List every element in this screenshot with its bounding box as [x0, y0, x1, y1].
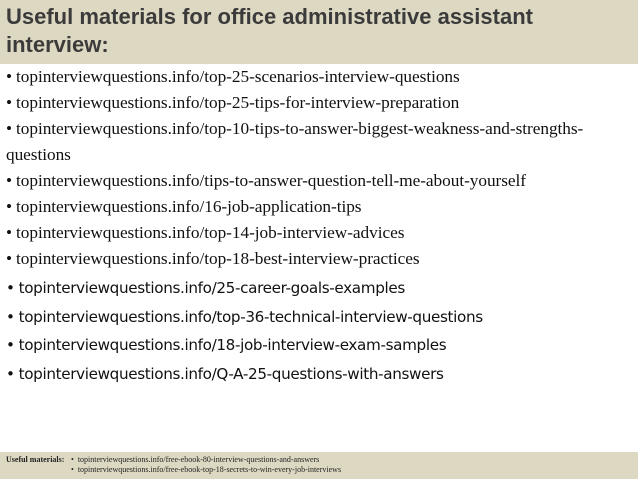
- link-text[interactable]: topinterviewquestions.info/top-18-best-interview-practices: [16, 249, 420, 268]
- bullet: •: [6, 197, 13, 216]
- footer-list-item: [71, 455, 341, 465]
- title-band: [0, 0, 638, 64]
- list-item: [0, 274, 636, 303]
- list-item: [0, 64, 636, 90]
- list-item: [0, 303, 636, 332]
- link-text[interactable]: topinterviewquestions.info/top-25-tips-for-interview-preparation: [16, 93, 460, 112]
- bullet: •: [6, 336, 15, 354]
- bullet: •: [6, 307, 15, 326]
- bullet: •: [6, 171, 13, 190]
- list-item: [0, 194, 636, 220]
- bullet: •: [6, 223, 13, 242]
- footer-label: [6, 455, 64, 465]
- link-text[interactable]: topinterviewquestions.info/tips-to-answer-question-tell-me-about-yourself: [16, 171, 527, 190]
- link-text[interactable]: topinterviewquestions.info/16-job-application-tips: [16, 197, 362, 216]
- list-item: [0, 220, 636, 246]
- footer-band: [0, 452, 638, 479]
- list-item: [0, 90, 636, 116]
- footer-label-text: Useful materials: [6, 455, 62, 464]
- bullet: •: [71, 455, 74, 464]
- footer-link-text[interactable]: topinterviewquestions.info/free-ebook-top-18-secrets-to-win-every-job-interviews: [77, 465, 342, 474]
- footer-link-list: [71, 455, 341, 475]
- footer-link-text[interactable]: topinterviewquestions.info/free-ebook-80-interview-questions-and-answers: [77, 455, 320, 464]
- list-item: [0, 331, 636, 360]
- link-list: [0, 64, 636, 388]
- bullet: •: [6, 279, 15, 297]
- slide-title: Useful materials for office administrative assistant interview:: [6, 4, 533, 57]
- link-text[interactable]: topinterviewquestions.info/top-36-technical-interview-questions: [18, 307, 483, 326]
- list-item: [0, 360, 636, 389]
- link-text[interactable]: topinterviewquestions.info/25-career-goals-examples: [18, 279, 405, 297]
- bullet: •: [6, 364, 15, 383]
- bullet: •: [6, 67, 13, 86]
- link-text[interactable]: topinterviewquestions.info/top-10-tips-to-answer-biggest-weakness-and-strengths-questions: [6, 119, 584, 164]
- bullet: •: [6, 249, 13, 268]
- list-item: [0, 168, 636, 194]
- list-item: [0, 116, 636, 168]
- link-text[interactable]: topinterviewquestions.info/18-job-interview-exam-samples: [18, 336, 447, 354]
- bullet: •: [6, 93, 13, 112]
- bullet: •: [71, 465, 74, 474]
- footer-list-item: [71, 465, 341, 475]
- link-text[interactable]: topinterviewquestions.info/top-14-job-interview-advices: [16, 223, 405, 242]
- footer-label-separator: :: [61, 455, 65, 464]
- link-text[interactable]: topinterviewquestions.info/top-25-scenarios-interview-questions: [16, 67, 460, 86]
- list-item: [0, 246, 636, 272]
- link-text[interactable]: topinterviewquestions.info/Q-A-25-questions-with-answers: [18, 364, 444, 383]
- bullet: •: [6, 119, 13, 138]
